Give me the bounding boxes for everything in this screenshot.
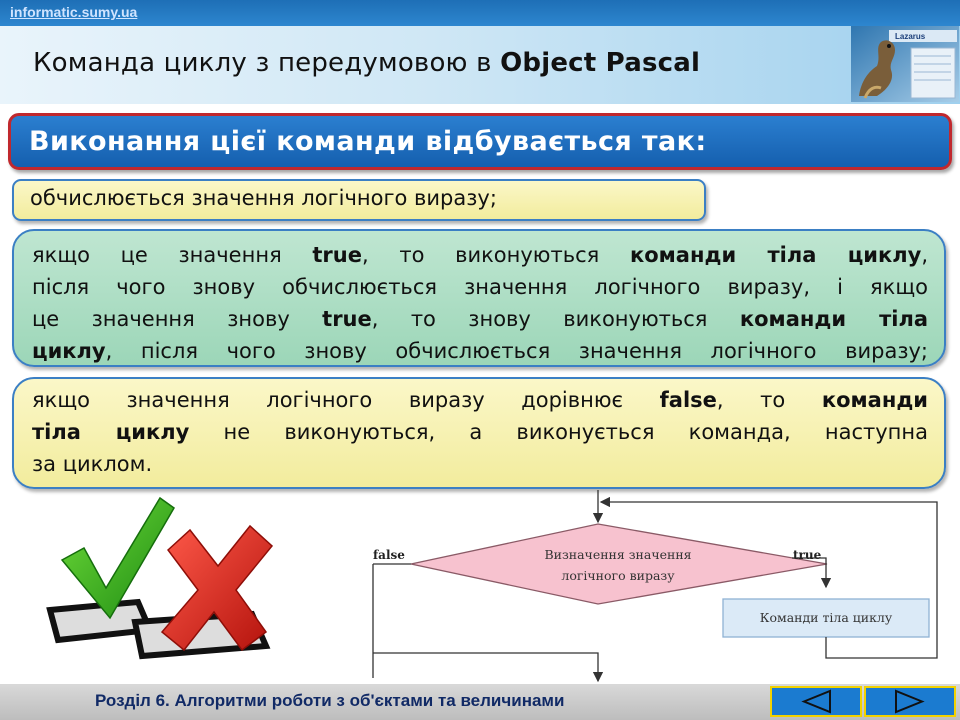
green-checkmark-icon [62, 498, 174, 618]
text-run: це значення знову [32, 307, 323, 331]
step3-line-3: за циклом. [32, 452, 153, 476]
step2-line-3 [32, 303, 928, 335]
text-run: , то знову виконуються [371, 307, 740, 331]
top-bar [0, 0, 960, 26]
text-run: не виконуються, а виконується команда, наступна [189, 420, 928, 444]
text-run: , то виконуються [361, 243, 630, 267]
text-run: , після чого знову обчислюється значення логічного виразу; [105, 339, 928, 363]
step3-paragraph [32, 384, 928, 480]
triangle-right-icon [866, 688, 954, 715]
bold-run: команди тіла циклу [629, 243, 922, 267]
step-box-3 [12, 377, 946, 489]
step2-line-4 [32, 335, 928, 367]
page-title [33, 48, 700, 78]
text-run: якщо це значення [32, 243, 313, 267]
condition-line1: Визначення значення [544, 547, 692, 562]
text-run: , [921, 243, 928, 267]
flowchart [365, 488, 945, 683]
exit-arrow [373, 653, 598, 681]
footer-section-text: Розділ 6. Алгоритми роботи з об'єктами та величинами [95, 691, 565, 710]
condition-diamond [411, 524, 827, 604]
bold-run: тіла циклу [32, 420, 190, 444]
step2-line-2: після чого знову обчислюється значення логічного виразу, і якщо [32, 275, 928, 299]
loop-body-label: Команди тіла циклу [759, 610, 893, 625]
triangle-left-icon [772, 688, 860, 715]
check-cross-illustration [40, 490, 290, 675]
bold-run: false [659, 388, 717, 412]
prev-slide-button[interactable] [770, 686, 862, 717]
step2-paragraph [32, 239, 928, 367]
step-box-2 [12, 229, 946, 367]
text-run: , то [716, 388, 822, 412]
false-label: false [373, 548, 405, 562]
true-label: true [793, 548, 822, 562]
bold-run: true [312, 243, 362, 267]
title-bold: Object Pascal [500, 48, 701, 78]
logo-text: Lazarus [895, 32, 926, 41]
bold-run: команди тіла [739, 307, 929, 331]
title-plain: Команда циклу з передумовою в [33, 48, 501, 78]
lazarus-logo [851, 26, 959, 102]
heading-box [8, 113, 952, 170]
step3-line-1 [32, 384, 928, 416]
step3-line-2 [32, 416, 928, 448]
text-run: якщо значення логічного виразу дорівнює [32, 388, 660, 412]
site-link[interactable]: informatic.sumy.ua [10, 4, 138, 20]
bold-run: команди [821, 388, 929, 412]
bold-run: true [322, 307, 372, 331]
step2-line-1 [32, 239, 928, 271]
bold-run: циклу [32, 339, 106, 363]
step1-text: обчислюється значення логічного виразу; [30, 186, 497, 210]
next-slide-button[interactable] [864, 686, 956, 717]
step-box-1 [12, 179, 706, 221]
condition-line2: логічного виразу [561, 568, 675, 583]
heading-text: Виконання цієї команди відбувається так: [29, 126, 707, 157]
